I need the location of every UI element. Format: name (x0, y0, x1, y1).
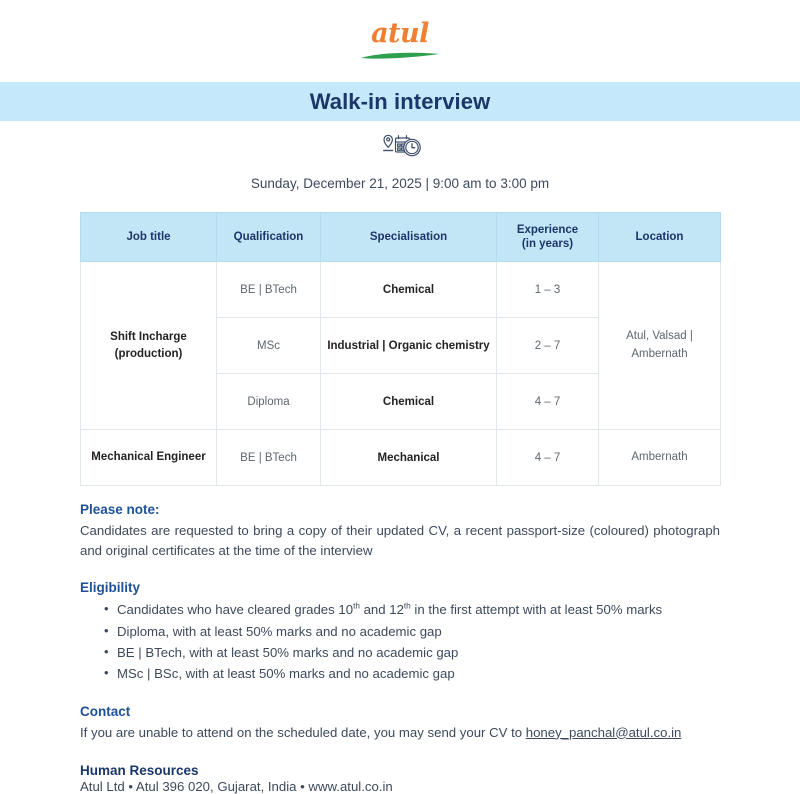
cell-job-title-line2: (production) (114, 347, 183, 360)
cell-qualification: Diploma (217, 374, 321, 430)
eligibility-list (80, 599, 720, 685)
column-header-qualification: Qualification (217, 213, 321, 262)
list-item: • Diploma, with at least 50% marks and no academic gap (104, 621, 720, 642)
logo-wordmark: atul (371, 18, 429, 49)
cell-location (599, 262, 721, 430)
eligibility-item-0-sup2: th (403, 601, 411, 611)
cell-qualification: BE | BTech (217, 430, 321, 486)
cell-location-line1: Atul, Valsad | (626, 330, 693, 343)
column-header-experience-line2: (in years) (521, 238, 574, 250)
calendar-clock-location-icon (377, 133, 423, 163)
eligibility-item-0-middle: and 12 (359, 602, 404, 618)
list-item: • MSc | BSc, with at least 50% marks and no academic gap (104, 663, 720, 684)
eligibility-heading: Eligibility (80, 580, 141, 596)
column-header-specialisation: Specialisation (321, 213, 497, 262)
cell-job-title: Mechanical Engineer (81, 430, 217, 486)
cell-experience: 4 – 7 (497, 374, 599, 430)
eligibility-item-0-before: Candidates who have cleared grades 10 (117, 602, 354, 618)
cell-specialisation: Industrial | Organic chemistry (321, 318, 497, 374)
table-header-row (81, 213, 721, 262)
table-row (81, 430, 721, 486)
contact-heading: Contact (80, 703, 131, 719)
cell-qualification: BE | BTech (217, 262, 321, 318)
cell-experience: 2 – 7 (497, 318, 599, 374)
please-note-heading: Please note: (80, 502, 160, 517)
eligibility-item-0-sup1: th (353, 601, 360, 611)
jobs-table-wrapper (80, 212, 720, 486)
content-area (80, 486, 720, 794)
cell-location-line2: Ambernath (631, 347, 688, 360)
table-row (81, 262, 721, 318)
cell-qualification: MSc (217, 318, 321, 374)
list-item (104, 599, 720, 620)
cell-specialisation: Chemical (321, 262, 497, 318)
cell-experience: 1 – 3 (497, 262, 599, 318)
please-note-text: Candidates are requested to bring a copy of their updated CV, a recent passport-size (coloured) photograph and original certificates at the time of the interview (80, 523, 720, 559)
contact-email-link[interactable]: honey_panchal@atul.co.in (525, 724, 682, 740)
footer-address: Atul Ltd • Atul 396 020, Gujarat, India • www.atul.co.in (80, 778, 393, 794)
logo-swoosh-icon (360, 51, 440, 60)
logo-area (0, 0, 800, 82)
column-header-location: Location (599, 213, 721, 262)
contact-text-prefix: If you are unable to attend on the scheduled date, you may send your CV to (80, 724, 526, 740)
cell-specialisation: Chemical (321, 374, 497, 430)
jobs-table (80, 212, 721, 486)
eligibility-item-0-after: in the first attempt with at least 50% marks (410, 602, 663, 618)
atul-logo (356, 18, 444, 64)
column-header-job-title: Job title (81, 213, 217, 262)
cell-job-title (81, 262, 217, 430)
cell-location: Ambernath (599, 430, 721, 486)
event-icon-row (0, 133, 800, 163)
banner (0, 82, 800, 121)
cell-experience: 4 – 7 (497, 430, 599, 486)
cell-specialisation: Mechanical (321, 430, 497, 486)
contact-text (80, 723, 720, 743)
footer-heading: Human Resources (80, 762, 199, 778)
cell-job-title-line1: Shift Incharge (110, 330, 187, 343)
event-datetime: Sunday, December 21, 2025 | 9:00 am to 3:00 pm (250, 176, 550, 191)
page-title: Walk-in interview (309, 88, 491, 114)
column-header-experience (497, 213, 599, 262)
column-header-experience-line1: Experience (516, 223, 579, 236)
list-item: • BE | BTech, with at least 50% marks and no academic gap (104, 642, 720, 663)
